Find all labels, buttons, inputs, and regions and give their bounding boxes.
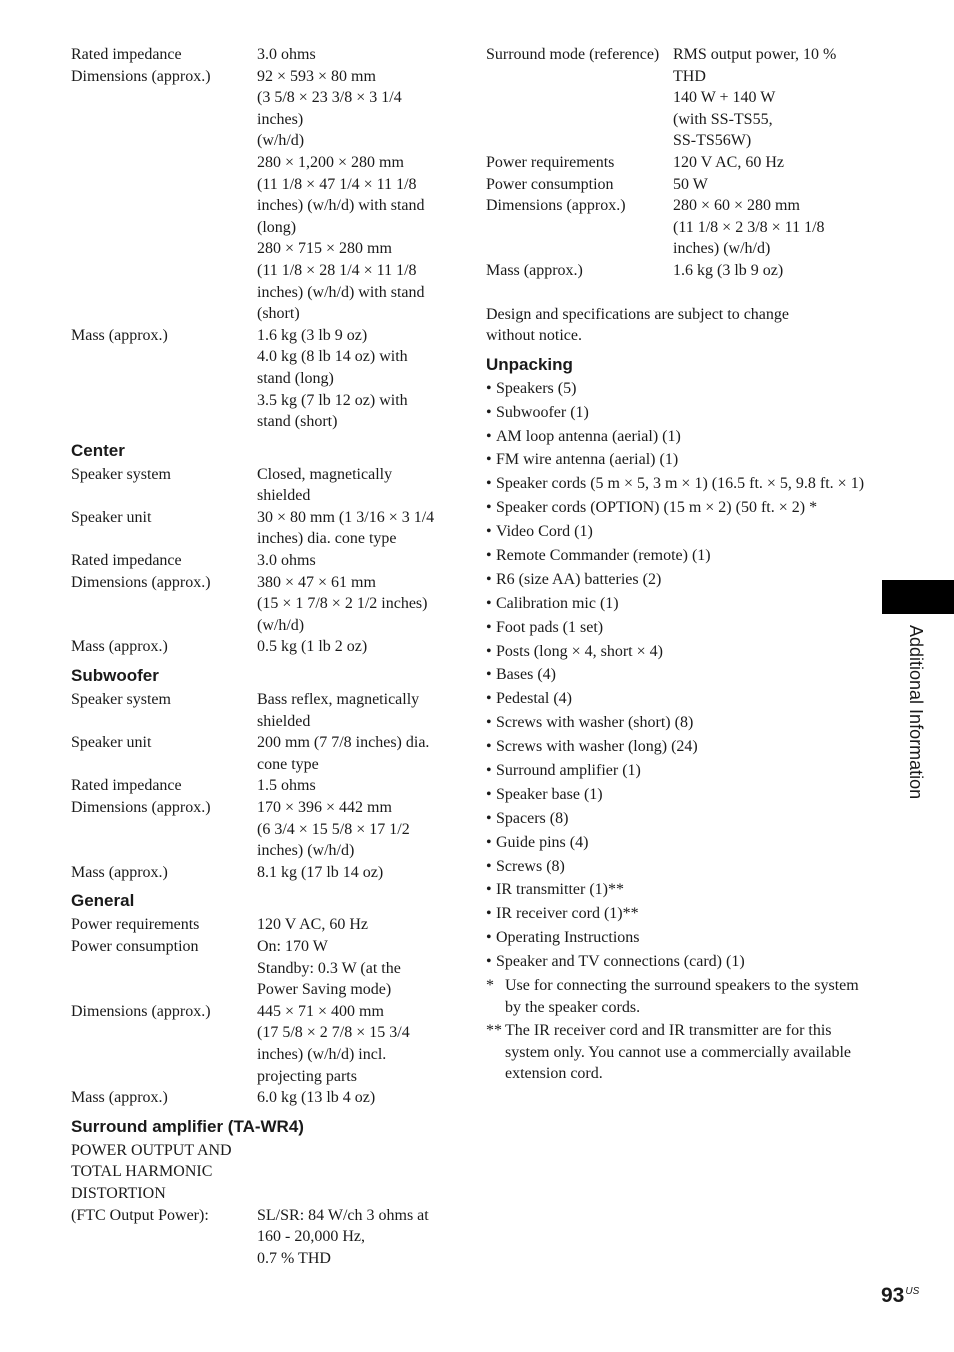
notice-line: without notice. <box>486 327 582 345</box>
spec-value <box>257 1205 451 1270</box>
spec-value <box>257 1087 451 1109</box>
spec-value-line: stand (short) <box>257 413 338 431</box>
spec-row <box>71 914 451 936</box>
spec-value-line: 200 mm (7 7/8 inches) dia. <box>257 734 430 752</box>
spec-value-line: 160 - 20,000 Hz, <box>257 1228 365 1246</box>
spec-value-line: (11 1/8 × 2 3/8 × 11 1/8 <box>673 218 825 236</box>
spec-label: Power consumption <box>486 175 614 193</box>
list-item-text: Surround amplifier (1) <box>496 761 641 779</box>
bullet-icon: • <box>486 427 492 445</box>
spec-row <box>71 1087 451 1109</box>
spec-value-line: 3.5 kg (7 lb 12 oz) with <box>257 391 408 409</box>
list-item-text: Subwoofer (1) <box>496 403 589 421</box>
side-tab-label: Additional Information <box>906 625 926 800</box>
list-item <box>486 593 866 615</box>
spec-label: Dimensions (approx.) <box>71 67 211 85</box>
spec-value <box>673 152 866 174</box>
list-item-text: Pedestal (4) <box>496 690 572 708</box>
bullet-icon: • <box>486 451 492 469</box>
spec-row <box>71 325 451 433</box>
list-item <box>486 402 866 424</box>
list-item-text: Speaker cords (5 m × 5, 3 m × 1) (16.5 ft. × 5, 9.8 ft. × 1) <box>496 475 865 493</box>
list-item-text: IR receiver cord (1)** <box>496 905 639 923</box>
spec-value <box>257 550 451 572</box>
spec-value-line: (15 × 1 7/8 × 2 1/2 inches) <box>257 595 428 613</box>
spec-label: Rated impedance <box>71 46 182 63</box>
list-item-text: Speaker and TV connections (card) (1) <box>496 953 745 971</box>
spec-value-line: (3 5/8 × 23 3/8 × 3 1/4 inches) <box>257 89 402 128</box>
spec-value-line: Power Saving mode) <box>257 981 392 999</box>
spec-value-line: 1.5 ohms <box>257 777 316 795</box>
page-number-value: 93 <box>881 1284 905 1307</box>
spec-value-line: inches) (w/h/d) <box>673 240 771 258</box>
spec-value <box>257 936 451 1001</box>
list-item-text: Video Cord (1) <box>496 523 593 541</box>
section-heading-unpacking: Unpacking <box>486 354 573 374</box>
list-item <box>486 927 866 949</box>
spec-value-line: 3.0 ohms <box>257 552 316 570</box>
spec-value-line: 6.0 kg (13 lb 4 oz) <box>257 1089 376 1107</box>
bullet-icon: • <box>486 785 492 803</box>
spec-value-line: inches) (w/h/d) with stand <box>257 197 425 215</box>
spec-value <box>257 775 451 797</box>
spec-row <box>71 1205 451 1270</box>
list-item <box>486 879 866 901</box>
spec-value <box>257 862 451 884</box>
spec-row <box>486 44 866 152</box>
spec-row <box>71 862 451 884</box>
amp-intro-line: POWER OUTPUT AND <box>71 1141 232 1159</box>
list-item <box>486 664 866 686</box>
spec-label: Dimensions (approx.) <box>71 1002 211 1020</box>
spec-row <box>486 195 866 260</box>
list-item <box>486 856 866 878</box>
list-item <box>486 545 866 567</box>
list-item-text: FM wire antenna (aerial) (1) <box>496 451 679 469</box>
list-item-text: Foot pads (1 set) <box>496 618 604 636</box>
list-item <box>486 641 866 663</box>
spec-value-line: inches) (w/h/d) incl. <box>257 1045 387 1063</box>
spec-value <box>673 195 866 260</box>
spec-value-line: cone type <box>257 755 319 773</box>
spec-label: Mass (approx.) <box>486 261 583 279</box>
amp-intro-line: TOTAL HARMONIC <box>71 1163 213 1181</box>
bullet-icon: • <box>486 666 492 684</box>
list-item <box>486 497 866 519</box>
spec-row <box>71 797 451 862</box>
bullet-icon: • <box>486 523 492 541</box>
bullet-icon: • <box>486 738 492 756</box>
spec-value-line: Bass reflex, magnetically <box>257 691 420 709</box>
spec-value-line: (long) <box>257 218 297 236</box>
spec-value <box>673 260 866 282</box>
spec-value-line: 0.7 % THD <box>257 1249 331 1267</box>
spec-value-line: RMS output power, 10 % <box>673 46 837 63</box>
list-item <box>486 712 866 734</box>
spec-value <box>257 66 451 325</box>
spec-value-line: stand (long) <box>257 369 334 387</box>
spec-value-line: 380 × 47 × 61 mm <box>257 573 376 591</box>
list-item-text: R6 (size AA) batteries (2) <box>496 570 662 588</box>
spec-value-line: 50 W <box>673 175 708 193</box>
spec-row <box>71 66 451 325</box>
list-item-text: IR transmitter (1)** <box>496 881 624 899</box>
spec-value <box>257 689 451 732</box>
bullet-icon: • <box>486 403 492 421</box>
list-item-text: Screws (8) <box>496 857 565 875</box>
spec-value-line: 445 × 71 × 400 mm <box>257 1002 384 1020</box>
spec-label: Dimensions (approx.) <box>71 573 211 591</box>
spec-row <box>71 732 451 775</box>
list-item-text: Operating Instructions <box>496 929 640 947</box>
bullet-icon: • <box>486 953 492 971</box>
spec-label: Power requirements <box>71 916 200 934</box>
spec-label: Rated impedance <box>71 552 182 570</box>
spec-label: Speaker system <box>71 465 171 483</box>
list-item <box>486 617 866 639</box>
bullet-icon: • <box>486 594 492 612</box>
spec-value-line: Closed, magnetically <box>257 465 393 483</box>
spec-value-line: inches) (w/h/d) <box>257 842 355 860</box>
spec-label: Speaker system <box>71 691 171 709</box>
spec-label: Dimensions (approx.) <box>71 799 211 816</box>
spec-value-line: 3.0 ohms <box>257 46 316 63</box>
spec-row <box>71 572 451 637</box>
spec-value-line: 1.6 kg (3 lb 9 oz) <box>673 261 784 279</box>
footnote-mark: ** <box>486 1022 502 1040</box>
list-item <box>486 784 866 806</box>
bullet-icon: • <box>486 570 492 588</box>
spec-value <box>257 797 451 862</box>
spec-row <box>486 260 866 282</box>
side-tab <box>904 625 928 855</box>
bullet-icon: • <box>486 881 492 899</box>
spec-value <box>257 732 451 775</box>
footnote <box>486 975 866 1018</box>
list-item-text: AM loop antenna (aerial) (1) <box>496 427 681 445</box>
section-heading-center: Center <box>71 440 125 460</box>
spec-value <box>673 44 866 152</box>
bullet-icon: • <box>486 618 492 636</box>
spec-label: Mass (approx.) <box>71 326 168 344</box>
spec-value-line: inches) (w/h/d) with stand <box>257 283 425 301</box>
list-item-text: Remote Commander (remote) (1) <box>496 546 711 564</box>
spec-value-line: THD <box>673 67 706 85</box>
spec-label: Power consumption <box>71 937 199 955</box>
spec-value-line: (w/h/d) <box>257 132 305 150</box>
spec-value-line: SL/SR: 84 W/ch 3 ohms at <box>257 1206 429 1224</box>
spec-value-line: (11 1/8 × 28 1/4 × 11 1/8 <box>257 261 417 279</box>
list-item-text: Guide pins (4) <box>496 833 589 851</box>
spec-row <box>486 152 866 174</box>
spec-value-line: 8.1 kg (17 lb 14 oz) <box>257 863 384 881</box>
spec-row <box>486 174 866 196</box>
list-item-text: Bases (4) <box>496 666 556 684</box>
spec-label: Speaker unit <box>71 508 152 526</box>
spec-value-line: 92 × 593 × 80 mm <box>257 67 376 85</box>
list-item <box>486 521 866 543</box>
spec-label: Mass (approx.) <box>71 638 168 656</box>
bullet-icon: • <box>486 761 492 779</box>
footnote <box>486 1020 866 1085</box>
list-item <box>486 832 866 854</box>
spec-value-line: 280 × 1,200 × 280 mm <box>257 153 404 171</box>
list-item <box>486 473 866 495</box>
list-item <box>486 951 866 973</box>
spec-row <box>71 775 451 797</box>
bullet-icon: • <box>486 475 492 493</box>
bullet-icon: • <box>486 929 492 947</box>
bullet-icon: • <box>486 546 492 564</box>
spec-label: (FTC Output Power): <box>71 1206 209 1224</box>
spec-value-line: 170 × 396 × 442 mm <box>257 799 392 816</box>
spec-value-line: (short) <box>257 305 300 323</box>
list-item-text: Speaker cords (OPTION) (15 m × 2) (50 ft. × 2) * <box>496 499 818 517</box>
bullet-icon: • <box>486 379 492 397</box>
spec-label: Dimensions (approx.) <box>486 197 626 215</box>
list-item <box>486 569 866 591</box>
list-item <box>486 736 866 758</box>
bullet-icon: • <box>486 499 492 517</box>
section-tab-marker <box>882 580 954 614</box>
footnote-mark: * <box>486 976 494 994</box>
list-item-text: Speaker base (1) <box>496 785 603 803</box>
notice-line: Design and specifications are subject to change <box>486 305 789 323</box>
spec-value <box>257 507 451 550</box>
spec-label: Power requirements <box>486 153 615 171</box>
list-item-text: Calibration mic (1) <box>496 594 619 612</box>
spec-label: Mass (approx.) <box>71 863 168 881</box>
bullet-icon: • <box>486 905 492 923</box>
page-number <box>881 1284 918 1308</box>
spec-label: Mass (approx.) <box>71 1089 168 1107</box>
list-item <box>486 449 866 471</box>
bullet-icon: • <box>486 642 492 660</box>
spec-value <box>673 174 866 196</box>
bullet-icon: • <box>486 857 492 875</box>
spec-value-line: shielded <box>257 712 311 730</box>
list-item-text: Screws with washer (short) (8) <box>496 714 694 732</box>
list-item <box>486 903 866 925</box>
spec-row <box>71 936 451 1001</box>
spec-label: Rated impedance <box>71 777 182 795</box>
spec-value-line: (17 5/8 × 2 7/8 × 15 3/4 <box>257 1024 410 1042</box>
list-item <box>486 808 866 830</box>
amp-intro-line: DISTORTION <box>71 1184 166 1202</box>
bullet-icon: • <box>486 714 492 732</box>
bullet-icon: • <box>486 833 492 851</box>
list-item-text: Speakers (5) <box>496 379 577 397</box>
spec-row <box>71 1001 451 1087</box>
spec-value-line: 120 V AC, 60 Hz <box>257 916 368 934</box>
spec-row <box>71 507 451 550</box>
list-item-text: Posts (long × 4, short × 4) <box>496 642 663 660</box>
section-heading-general: General <box>71 891 135 911</box>
spec-value-line: 4.0 kg (8 lb 14 oz) with <box>257 348 408 366</box>
spec-value-line: projecting parts <box>257 1067 357 1085</box>
spec-value-line: SS-TS56W) <box>673 132 752 150</box>
spec-value-line: inches) dia. cone type <box>257 530 397 548</box>
list-item <box>486 426 866 448</box>
spec-value <box>257 325 451 433</box>
spec-row <box>71 550 451 572</box>
notice-paragraph <box>486 304 866 347</box>
spec-value-line: (w/h/d) <box>257 616 305 634</box>
left-column <box>71 44 451 1269</box>
list-item-text: Spacers (8) <box>496 809 569 827</box>
footnote-text: The IR receiver cord and IR transmitter are for this system only. You cannot use a commercially available extension cord. <box>505 1022 851 1083</box>
spec-value-line: 280 × 715 × 280 mm <box>257 240 392 258</box>
spec-row <box>71 464 451 507</box>
spec-value-line: 280 × 60 × 280 mm <box>673 197 800 215</box>
section-heading-surround-amplifier: Surround amplifier (TA-WR4) <box>71 1116 304 1136</box>
list-item <box>486 378 866 400</box>
spec-value <box>257 636 451 658</box>
spec-row <box>71 44 451 66</box>
spec-value-line: 120 V AC, 60 Hz <box>673 153 784 171</box>
spec-value-line: 1.6 kg (3 lb 9 oz) <box>257 326 368 344</box>
spec-label: Surround mode (reference) <box>486 46 660 63</box>
bullet-icon: • <box>486 809 492 827</box>
list-item <box>486 688 866 710</box>
footnote-text: Use for connecting the surround speakers to the system by the speaker cords. <box>505 976 859 1016</box>
spec-value-line: 0.5 kg (1 lb 2 oz) <box>257 638 368 656</box>
spec-value-line: On: 170 W <box>257 937 328 955</box>
spec-value-line: (with SS-TS55, <box>673 110 773 128</box>
bullet-icon: • <box>486 690 492 708</box>
list-item-text: Screws with washer (long) (24) <box>496 738 698 756</box>
spec-row <box>71 689 451 732</box>
spec-value-line: shielded <box>257 487 311 505</box>
spec-value <box>257 464 451 507</box>
right-column <box>486 44 866 1085</box>
spec-value <box>257 44 451 66</box>
section-heading-subwoofer: Subwoofer <box>71 666 159 686</box>
spec-value-line: Standby: 0.3 W (at the <box>257 959 401 977</box>
unpacking-list <box>486 378 866 973</box>
spec-value <box>257 1001 451 1087</box>
spec-value <box>257 572 451 637</box>
spec-row <box>71 636 451 658</box>
spec-value-line: 140 W + 140 W <box>673 89 776 107</box>
spec-value-line: (11 1/8 × 47 1/4 × 11 1/8 <box>257 175 417 193</box>
spec-value <box>257 914 451 936</box>
spec-value-line: 30 × 80 mm (1 3/16 × 3 1/4 <box>257 508 435 526</box>
list-item <box>486 760 866 782</box>
spec-label: Speaker unit <box>71 734 152 752</box>
page-number-suffix: US <box>905 1286 920 1297</box>
spec-value-line: (6 3/4 × 15 5/8 × 17 1/2 <box>257 820 410 838</box>
